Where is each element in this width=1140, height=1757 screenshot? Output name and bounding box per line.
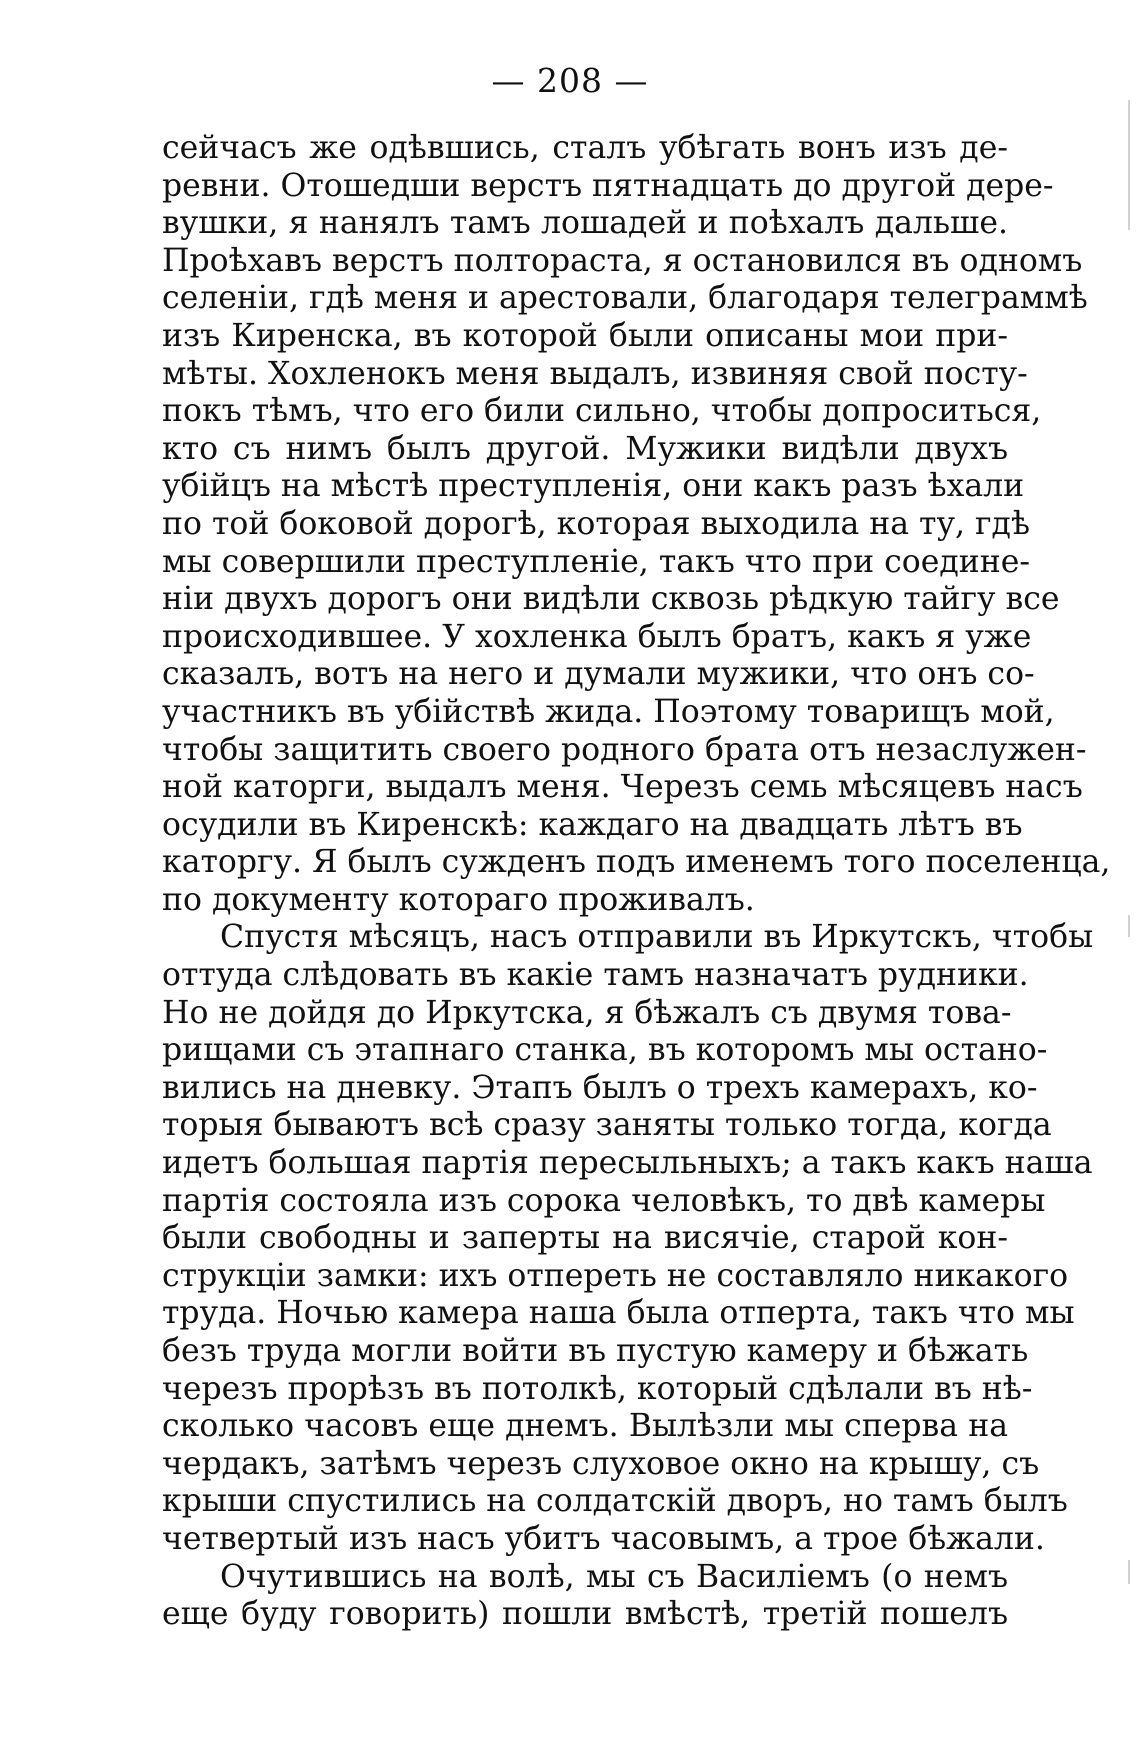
text-line: осудили въ Киренскѣ: каждаго на двадцать лѣтъ въ [162, 806, 1023, 843]
text-line: по той боковой дорогѣ, которая выходила на ту, гдѣ [162, 505, 1030, 542]
text-line: чтобы защитить своего родного брата отъ незаслужен- [162, 731, 1087, 768]
paragraph-start-line: Очутившись на волѣ, мы съ Василіемъ (о немъ [220, 1558, 1008, 1595]
text-line: мы совершили преступленіе, такъ что при соедине- [162, 543, 1031, 580]
text-line: еще буду говорить) пошли вмѣстѣ, третій пошелъ [162, 1596, 1008, 1633]
text-line: убійцъ на мѣстѣ преступленія, они какъ разъ ѣхали [162, 468, 1025, 505]
text-line: чердакъ, затѣмъ черезъ слуховое окно на крышу, съ [162, 1445, 1040, 1482]
text-line: каторгу. Я былъ сужденъ подъ именемъ того поселенца, [162, 844, 1111, 881]
text-line: четвертый изъ насъ убитъ часовымъ, а трое бѣжали. [162, 1520, 1045, 1557]
scan-edge-mark [1128, 915, 1130, 937]
text-line: вились на дневку. Этапъ былъ о трехъ камерахъ, ко- [162, 1069, 1038, 1106]
text-line: черезъ прорѣзъ въ потолкѣ, который сдѣлали въ нѣ- [162, 1370, 1033, 1407]
text-line: сколько часовъ еще днемъ. Вылѣзли мы сперва на [162, 1408, 1008, 1445]
text-line: труда. Ночью камера наша была отперта, такъ что мы [162, 1295, 1075, 1332]
text-line: оттуда слѣдовать въ какіе тамъ назначатъ рудники. [162, 957, 1029, 994]
text-line: сейчасъ же одѣвшись, сталъ убѣгать вонъ изъ де- [162, 130, 1008, 166]
text-line: струкціи замки: ихъ отпереть не составляло никакого [162, 1257, 1069, 1294]
scan-edge-mark [1128, 100, 1130, 230]
text-line: идетъ большая партія пересыльныхъ; а такъ какъ наша [162, 1145, 1093, 1182]
text-line: ніи двухъ дорогъ они видѣли сквозь рѣдкую тайгу все [162, 581, 1060, 618]
text-line: участникъ въ убійствѣ жида. Поэтому товарищъ мой, [162, 693, 1055, 730]
paragraph-start-line: Спустя мѣсяцъ, насъ отправили въ Иркутскъ, чтобы [220, 919, 1094, 956]
text-line: кто съ нимъ былъ другой. Мужики видѣли двухъ [162, 430, 1008, 467]
text-line: селеніи, гдѣ меня и арестовали, благодаря телеграммѣ [162, 280, 1088, 317]
text-line: были свободны и заперты на висячіе, старой кон- [162, 1220, 1008, 1257]
text-line: Но не дойдя до Иркутска, я бѣжалъ съ двумя това- [162, 994, 1012, 1031]
text-line: торыя бываютъ всѣ сразу заняты только тогда, когда [162, 1107, 1052, 1144]
text-line: изъ Киренска, въ которой были описаны мои при- [162, 317, 1008, 354]
text-line: ной каторги, выдалъ меня. Черезъ семь мѣсяцевъ насъ [162, 769, 1083, 806]
text-line: покъ тѣмъ, что его били сильно, чтобы допроситься, [162, 393, 1042, 430]
text-line: безъ труда могли войти въ пустую камеру и бѣжать [162, 1333, 1029, 1369]
text-line: происходившее. У хохленка былъ братъ, какъ я уже [162, 618, 1032, 655]
scan-edge-mark [1128, 1560, 1130, 1584]
text-line: мѣты. Хохленокъ меня выдалъ, извиняя свой посту- [162, 355, 1028, 392]
text-line: партія состояла изъ сорока человѣкъ, то двѣ камеры [162, 1182, 1046, 1219]
text-line: по документу котораго проживалъ. [162, 881, 755, 918]
page-number: — 208 — [491, 61, 649, 100]
text-line: сказалъ, вотъ на него и думали мужики, что онъ со- [162, 656, 1035, 693]
text-line: Проѣхавъ верстъ полтораста, я остановился въ одномъ [162, 242, 1083, 279]
text-line: рищами съ этапнаго станка, въ которомъ мы остано- [162, 1032, 1048, 1069]
body-text [162, 130, 1111, 1634]
text-line: крыши спустились на солдатскій дворъ, но тамъ былъ [162, 1483, 1068, 1520]
text-line: вушки, я нанялъ тамъ лошадей и поѣхалъ дальше. [162, 205, 1008, 242]
text-line: ревни. Отошедши верстъ пятнадцать до другой дере- [162, 167, 1054, 204]
